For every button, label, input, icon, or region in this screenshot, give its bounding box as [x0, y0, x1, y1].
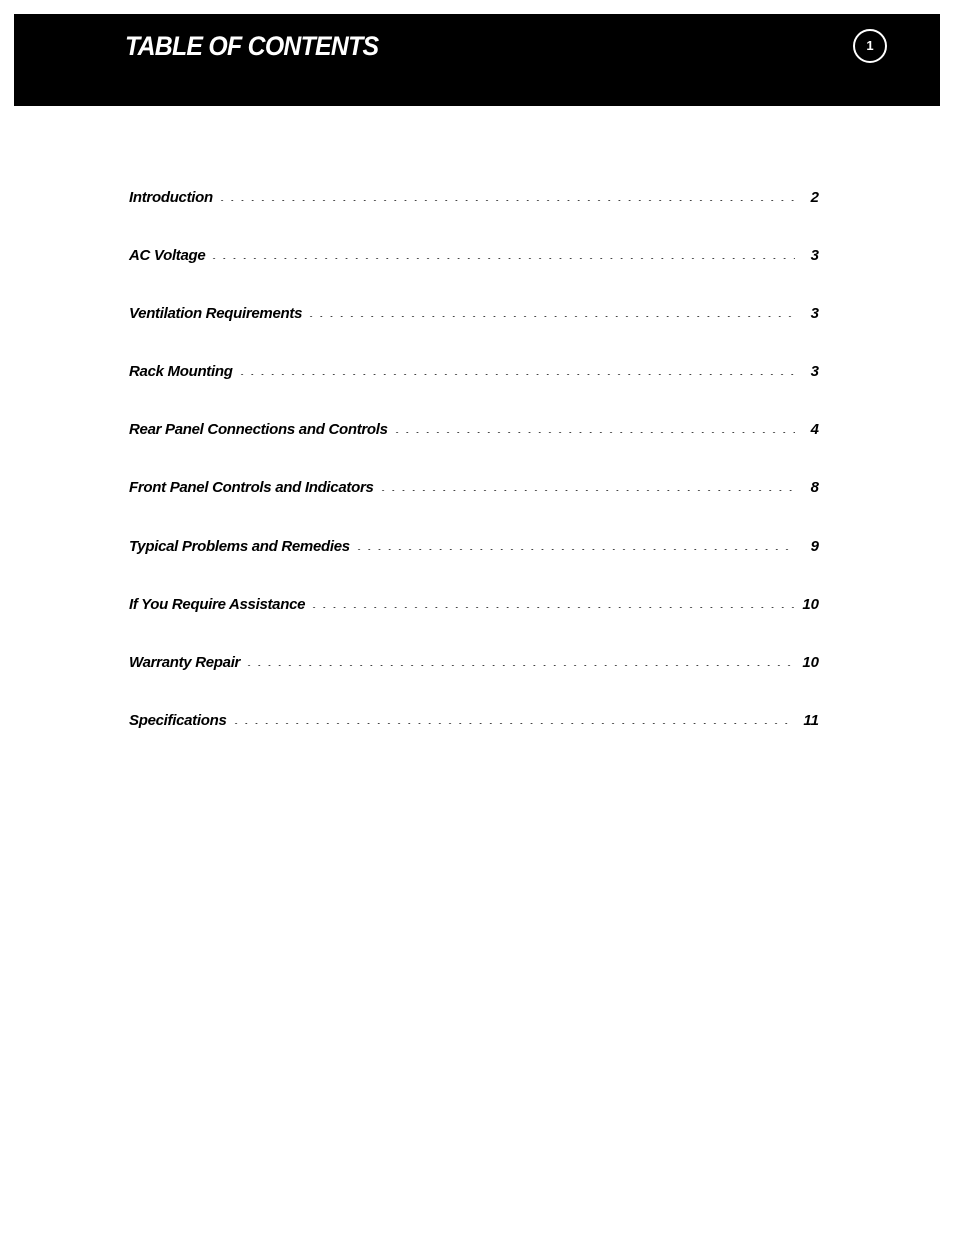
dot-leader	[309, 607, 794, 608]
toc-entry-label: Warranty Repair	[129, 653, 241, 671]
toc-entry-page-number: 3	[810, 247, 819, 265]
toc-entry-page-number: 11	[803, 711, 819, 729]
toc-entry-label: Introduction	[129, 189, 213, 206]
toc-list	[129, 189, 819, 770]
toc-entry-page-number: 9	[810, 537, 819, 555]
dot-leader	[354, 549, 795, 550]
toc-entry-label: Specifications	[129, 711, 227, 729]
dot-leader	[231, 723, 796, 724]
toc-entry-page-number: 4	[810, 421, 819, 439]
dot-leader	[217, 200, 795, 201]
toc-entry-typical-problems[interactable]	[129, 538, 819, 596]
toc-entry-ac-voltage[interactable]	[129, 247, 819, 305]
dot-leader	[237, 374, 795, 375]
dot-leader	[209, 258, 795, 259]
toc-entry-page-number: 2	[810, 189, 819, 206]
toc-entry-introduction[interactable]	[129, 189, 819, 247]
page-title: TABLE OF CONTENTS	[125, 31, 379, 61]
page-number-badge: 1	[853, 29, 887, 63]
dot-leader	[306, 316, 795, 317]
toc-entry-page-number: 3	[810, 363, 819, 381]
dot-leader	[392, 432, 795, 433]
toc-entry-specifications[interactable]	[129, 712, 819, 770]
toc-entry-front-panel-controls[interactable]	[129, 479, 819, 537]
toc-entry-page-number: 8	[810, 479, 819, 497]
toc-entry-label: Rear Panel Connections and Controls	[129, 421, 388, 439]
toc-entry-rack-mounting[interactable]	[129, 363, 819, 421]
toc-entry-page-number: 3	[810, 305, 819, 323]
toc-entry-warranty-repair[interactable]	[129, 654, 819, 712]
toc-entry-label: Front Panel Controls and Indicators	[129, 479, 374, 497]
toc-entry-page-number: 10	[802, 595, 819, 613]
toc-entry-page-number: 10	[802, 653, 819, 671]
toc-entry-label: Typical Problems and Remedies	[129, 537, 350, 555]
toc-entry-rear-panel-connections[interactable]	[129, 421, 819, 479]
dot-leader	[244, 665, 794, 666]
dot-leader	[378, 490, 795, 491]
toc-entry-label: AC Voltage	[129, 247, 206, 265]
toc-entry-label: Ventilation Requirements	[129, 305, 303, 323]
toc-entry-label: If You Require Assistance	[129, 595, 306, 613]
toc-entry-ventilation-requirements[interactable]	[129, 305, 819, 363]
toc-entry-label: Rack Mounting	[129, 363, 233, 381]
toc-entry-if-you-require-assistance[interactable]	[129, 596, 819, 654]
